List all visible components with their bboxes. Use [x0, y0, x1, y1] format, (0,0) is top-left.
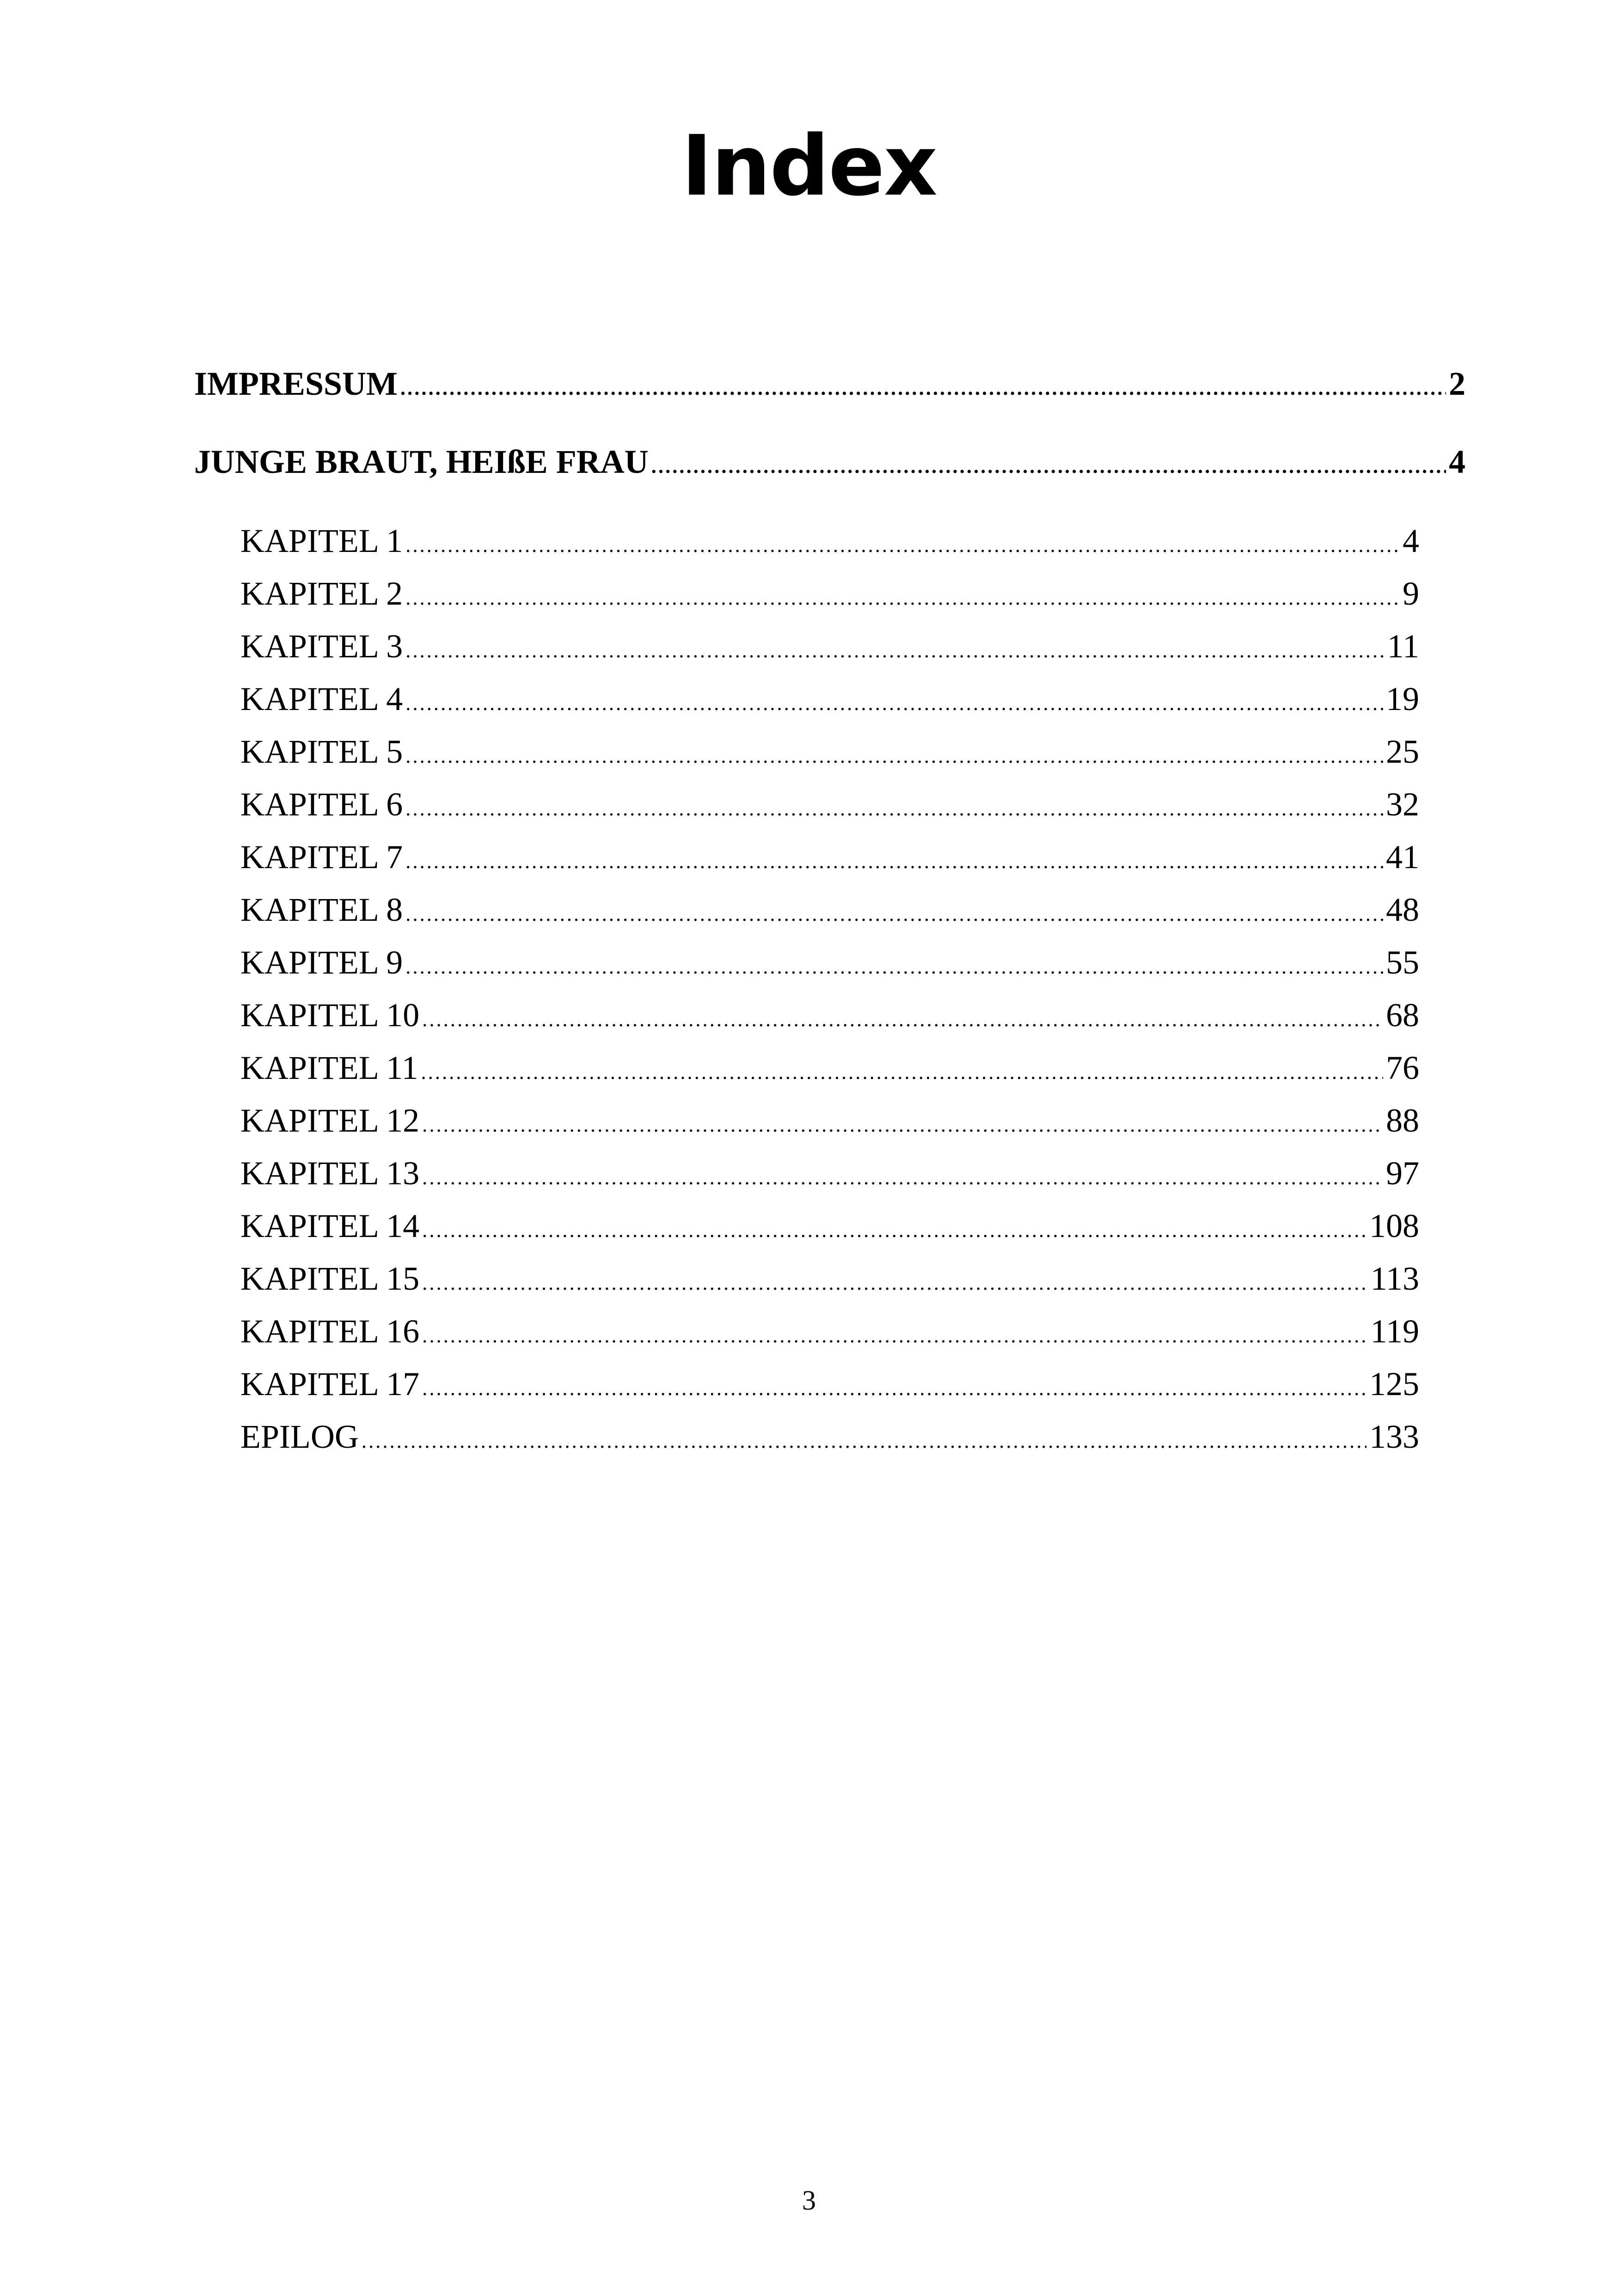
toc-entry-kapitel-5[interactable] [240, 728, 1419, 780]
toc-entry-kapitel-8[interactable] [240, 886, 1419, 938]
toc-entry-kapitel-17[interactable] [240, 1360, 1419, 1413]
page-title: Index [681, 118, 937, 214]
toc-entry-label: KAPITEL 16 [240, 1313, 420, 1350]
toc-entry-label: KAPITEL 12 [240, 1102, 420, 1139]
dot-leader [422, 995, 1383, 1044]
toc-entry-page-number: 97 [1386, 1155, 1419, 1192]
dot-leader [422, 1311, 1367, 1360]
toc-entry-kapitel-1[interactable] [240, 517, 1419, 569]
toc-entry-page-number: 76 [1386, 1049, 1419, 1086]
toc-entry-kapitel-14[interactable] [240, 1202, 1419, 1255]
toc-entry-label: KAPITEL 4 [240, 680, 403, 717]
toc-entry-kapitel-10[interactable] [240, 991, 1419, 1044]
toc-entry-kapitel-15[interactable] [240, 1255, 1419, 1307]
toc-entry-kapitel-12[interactable] [240, 1096, 1419, 1149]
toc-entry-page-number: 133 [1369, 1418, 1419, 1455]
toc-entry-label: KAPITEL 2 [240, 575, 403, 612]
toc-entry-label: KAPITEL 15 [240, 1260, 420, 1297]
dot-leader [405, 943, 1383, 991]
toc-entry-page-number: 4 [1403, 522, 1419, 559]
toc-entry-kapitel-3[interactable] [240, 622, 1419, 675]
dot-leader [422, 1101, 1383, 1149]
toc-entry-label: KAPITEL 13 [240, 1155, 420, 1192]
page-number: 3 [802, 2185, 816, 2216]
toc-entry-junge-braut-heisse-frau[interactable] [194, 439, 1465, 489]
toc-entry-kapitel-6[interactable] [240, 780, 1419, 833]
dot-leader [422, 1153, 1383, 1202]
toc-entry-kapitel-9[interactable] [240, 938, 1419, 991]
toc-entry-page-number: 4 [1449, 443, 1465, 480]
dot-leader [422, 1259, 1367, 1307]
toc-entry-page-number: 108 [1369, 1207, 1419, 1244]
toc-entry-kapitel-11[interactable] [240, 1044, 1419, 1096]
toc-entry-page-number: 119 [1370, 1313, 1419, 1350]
dot-leader [405, 574, 1400, 622]
toc-entry-page-number: 2 [1449, 365, 1465, 402]
dot-leader [405, 784, 1383, 833]
toc-entry-label: KAPITEL 14 [240, 1207, 420, 1244]
table-of-contents [194, 361, 1465, 1465]
toc-entry-page-number: 125 [1369, 1365, 1419, 1402]
dot-leader [651, 443, 1446, 489]
dot-leader [421, 1048, 1383, 1096]
toc-entry-label: IMPRESSUM [194, 365, 398, 402]
toc-entry-page-number: 48 [1386, 891, 1419, 928]
toc-entry-label: KAPITEL 17 [240, 1365, 420, 1402]
toc-entry-impressum[interactable] [194, 361, 1465, 411]
dot-leader [400, 365, 1446, 411]
toc-entry-kapitel-7[interactable] [240, 833, 1419, 886]
dot-leader [405, 890, 1383, 938]
dot-leader [405, 837, 1383, 886]
toc-entry-label: KAPITEL 8 [240, 891, 403, 928]
toc-entry-kapitel-4[interactable] [240, 675, 1419, 728]
toc-entry-label: KAPITEL 7 [240, 839, 403, 876]
toc-entry-kapitel-13[interactable] [240, 1149, 1419, 1202]
dot-leader [405, 521, 1400, 569]
dot-leader [422, 1206, 1367, 1255]
dot-leader [362, 1417, 1367, 1465]
chapter-list [194, 517, 1465, 1465]
toc-entry-page-number: 41 [1386, 839, 1419, 876]
toc-entry-page-number: 32 [1386, 786, 1419, 823]
toc-entry-page-number: 68 [1386, 997, 1419, 1034]
dot-leader [405, 732, 1383, 780]
toc-entry-label: KAPITEL 5 [240, 733, 403, 770]
toc-entry-label: KAPITEL 3 [240, 628, 403, 665]
toc-entry-label: KAPITEL 1 [240, 522, 403, 559]
toc-entry-page-number: 113 [1370, 1260, 1419, 1297]
toc-entry-label: KAPITEL 10 [240, 997, 420, 1034]
dot-leader [405, 626, 1384, 675]
toc-entry-kapitel-16[interactable] [240, 1307, 1419, 1360]
toc-entry-label: KAPITEL 9 [240, 944, 403, 981]
toc-entry-label: KAPITEL 11 [240, 1049, 418, 1086]
dot-leader [422, 1364, 1367, 1413]
toc-entry-kapitel-2[interactable] [240, 569, 1419, 622]
dot-leader [405, 679, 1383, 728]
toc-entry-page-number: 9 [1403, 575, 1419, 612]
toc-entry-page-number: 55 [1386, 944, 1419, 981]
toc-entry-page-number: 11 [1387, 628, 1419, 665]
toc-entry-page-number: 88 [1386, 1102, 1419, 1139]
toc-entry-page-number: 25 [1386, 733, 1419, 770]
toc-entry-epilog[interactable] [240, 1413, 1419, 1465]
toc-entry-label: EPILOG [240, 1418, 359, 1455]
toc-entry-page-number: 19 [1386, 680, 1419, 717]
toc-entry-label: KAPITEL 6 [240, 786, 403, 823]
toc-entry-label: JUNGE BRAUT, HEIßE FRAU [194, 443, 649, 480]
